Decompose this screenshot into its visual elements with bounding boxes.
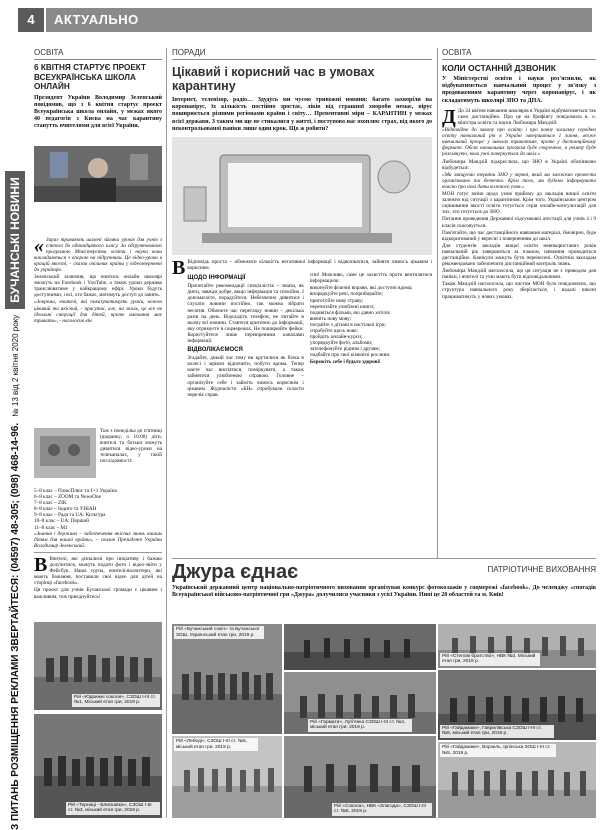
photo-caption: Рій «Гайдамаки», Ворзель, Ірпінська ЗОШ І-ІІІ ст. №5, 2019 р.	[440, 744, 556, 757]
dzhura-para-2: Ця проєкт для учнів Бучанської громади є цікавим і важливим, тож приєднуйтесь!	[34, 587, 162, 600]
center-paragraph: Прочитайте рекомендації спеціалістів – знаєш, як діяти, завжди добре, якщо інформація та спокійно. І допомагаєте, порадуйтеся. Небезпечно дивитися і слухати новини постійно, так можна зібрати негатив. Обмежте час перегляду новин – декілька разів на день. Відкладіть телефон, не читайте в ньому всі новини. Ставтеся критично до інформації, яку отримуєте в соцмережах. Не поширюйте фейки. Користуйтеся лише перевіреними каналами інформації.	[187, 283, 304, 345]
bottom-article-header	[172, 561, 596, 621]
dzhura-photo-7	[284, 736, 436, 818]
tip-item: приготуйте нову страву;	[309, 297, 364, 304]
tip-item: подивіться фільми, які давно хотіли;	[309, 309, 391, 316]
right-para-4: Питання проведення Державної підсумкової атестації для учнів 4 і 9 класів скасовується.	[442, 216, 596, 229]
schedule-item: 8–8 клас – Індиго та УНІАН	[34, 506, 97, 513]
dzhura-photo-5	[438, 670, 596, 740]
right-para-6: Для студентів закладів вищої освіти невикористаних років навчальний рік завершиться за планом, навчання проводиться дистанційно. Канікули можуть бути перенесені. Освітнім закладам рекомендовано забезпечити дистанційний контроль знань.	[442, 242, 596, 268]
dzhura-photo-4	[284, 672, 436, 734]
left-schedule	[34, 488, 162, 548]
dzhura-photo-1	[172, 624, 282, 734]
article-lead: Інтернет, телевізор, радіо… Здудусь ми чуємо тривожні новини: багато захворіли на коронавірус, їх кількість постійно зростає, ліків від страшної хвороби немає, вірус поширюється різними регіонами країни і світу… Превентивні міри – КАРАНТИН у межах всієї держави. З таким ми ще не стикалися у житті, і поступово нас охоплює страх, від якого до неконтрольованої паніки лише один крок. Що ж робити?	[172, 97, 432, 132]
article-lead: У Міністерстві освіти і науки роз'яснили, як відбуватиметься навчальний процес у зв'язку з продовженням карантину через коронавірус, і як складатимуть школярі ЗНО та ДПА.	[442, 76, 596, 104]
right-article	[442, 48, 596, 553]
article-tag: ПАТРІОТИЧНЕ ВИХОВАННЯ	[487, 565, 596, 574]
schedule-item: 9–8 клас – Рада та UA: Культура	[34, 512, 106, 519]
tip-item: пограйте з дітьми в настільні ігри;	[309, 321, 386, 328]
right-quote-2: «Ми зміщуємо терміни ЗНО у червні, який ми зможемо провести організовано та безпечно. Крім того, ми будемо інформувати вчасно про нові дати кожного учня.»	[442, 171, 596, 190]
photo-caption: Рій «Гармати», Луб'янка СЗОШ І-ІІІ ст. №4, міський етап гри, 2019 р.	[308, 719, 412, 732]
article-quote: « Зараз тривають шалені зйомки уроків для учнів з п'ятого до одинадцятого класу. За обґрунтованою програмою Міністерства освіти і науки вони викладаються з опорою на підручники. Це відео-уроки в кращій якості, - сказав очільник країни у відеозверненні до українців.	[34, 234, 162, 273]
section-title: АКТУАЛЬНО	[46, 8, 592, 32]
dzhura-photo-8	[438, 742, 596, 818]
article-lead: Президент України Володимир Зеленський повідомив, що з 6 квітня стартує проект Всеукраїнська школа онлайн, у межах якого 40 педагогів з Києва на час карантину станутть вчителями для всієї України.	[34, 94, 162, 130]
tip-item: виконуйте фізичні вправи, які доступні вдома;	[309, 285, 413, 292]
photo-caption: Рій «Бучанський сокіл» та Бучанської ЗОШ, Український етап гри, 2019 р.	[174, 626, 264, 639]
page-header	[0, 0, 600, 40]
paper-title: БУЧАНСЬКІ НОВИНИ	[5, 171, 25, 308]
right-quote-1: «Відповідно до закону про освіту і про повну загальну середню освіту навчальний рік в Україні завершиться 1 липня, отже навчальний процес у школах триватиме, проте у дистанційному форматі. Обсяг навчальних програм буде скорочено, а решту буде розглянуто, коли учні повернуться до шкіл.»	[442, 127, 596, 158]
center-paragraph: Згадайте, дикий час тому ви крутилися як білка в колесі і мріяли відпочити, побути вдома. Тепер маєте час виспатися, поміркувати, а також зайнятися улюбленою справою. Головне – організуйте себе і займіть чимось корисним і цікавим. Журналісти «БН» спробували скласти перелік справ.	[187, 355, 304, 398]
tip-item: перечитайте улюблені книги;	[309, 303, 375, 310]
students-photo	[34, 428, 96, 478]
dzhura-intro: В Вчителі, які дізналися про ініціативу і бажаю долучитися, можуть подати фото і відео-звіти у Фейсбук. Наша група, вчителі-волонтери, які мають бажання, поставили свої відео для дітей на сторінці «facebook».	[34, 556, 162, 587]
article-tag: ОСВІТА	[442, 48, 596, 60]
photo-caption: Рій «Сокола», НВК «Злагода», СЗОШ І-ІІІ ст. №5, 2019 р.	[332, 803, 432, 816]
divider	[34, 552, 162, 553]
divider	[172, 558, 596, 559]
center-closing: Бережіть себе і будьте здорові!	[309, 358, 381, 365]
tip-item: упорядкуйте фото, альбоми;	[309, 340, 373, 347]
laptop-art	[172, 137, 432, 255]
center-intro: В Відповідь проста – обмежити кількість негативної інформації і відволікатися, зайняти чимось цікавим і корисним.	[172, 257, 432, 280]
subheading: ЩОДО ІНФОРМАЦІЇ	[187, 275, 246, 282]
article-headline: Цікавий і корисний час в умовах карантину	[172, 65, 375, 93]
schedule-item: 6–8 клас – ZOOM та NewsOne	[34, 494, 101, 501]
team-photo-2	[34, 714, 162, 818]
article-tag: ОСВІТА	[34, 48, 162, 60]
tip-item: спробуйте щось нове;	[309, 328, 359, 335]
right-para-1: Д До 24 квітня навчання школярів в Україні відбуватиметься так само дистанційно. Про це на брифінгу повідомила в. о. міністра освіти та науки Любомира Мандзій:	[442, 105, 596, 128]
tip-item: пройдіть онлайн-курси;	[309, 334, 363, 341]
column-rule	[437, 48, 438, 558]
article-closing: «Знання і держава – забезпечення якісних знань нашим дітям для нашої країни», – сказав Президент України Володимир Зеленський.	[34, 530, 162, 548]
schedule-item: 5–8 клас – ПлюсПлюс та 1+1 Україна	[34, 488, 117, 494]
tip-item: зателефонуйте рідним і друзям;	[309, 346, 381, 353]
page-number: 4	[18, 8, 44, 32]
article-headline: КОЛИ ОСТАННІЙ ДЗВОНИК	[442, 63, 556, 73]
schedule-item: 7–8 клас – ZIK	[34, 500, 67, 507]
vertical-sidebar	[2, 42, 28, 830]
right-para-3: МОН готує зміни щодо умов прийому до закладів вищої освіти залежно від ситуації з карантином. Крім того, Українським центром оцінювання якості освіти готується серія онлайн-консультацій для тих, хто готується до ЗНО.	[442, 191, 596, 216]
tip-item: подбайте про свої кімнатні рослини.	[309, 352, 391, 359]
article-tag: ПОРАДИ	[172, 48, 432, 60]
article-headline: 6 КВІТНЯ СТАРТУЄ ПРОЕКТ ВСЕУКРАЇНСЬКА ШКОЛА ОНЛАЙН	[34, 63, 147, 91]
schedule-intro: Тож з понеділка до п'ятниці (щоранку, о 10:00) діти, вчителі та батьки можуть дивитися відео-уроки на телеканалах, у такій послідовності:	[100, 428, 162, 465]
photo-caption: Рій «Тернаці - Блискавка», СЗОШ І-ІІІ ст. №3, міський етап гри, 2019 р.	[66, 802, 160, 815]
zelensky-photo	[34, 146, 162, 202]
center-paragraph: спи! Можливо, саме це захистіть проти вентилятися інформацією:	[309, 272, 432, 285]
dzhura-photo-3	[438, 624, 596, 668]
left-schedule-intro	[100, 428, 162, 488]
tip-item: вивчіть нову мову;	[309, 315, 351, 322]
left-bottom-text	[34, 556, 162, 618]
left-article	[34, 48, 162, 480]
column-rule	[166, 48, 167, 818]
right-para-8: Також Мандзій наголосила, що листом МОН було повідомлено, що структура навчального року зберігається, і надалі школи працюватимуть у нових умовах.	[442, 281, 596, 300]
ad-contact-line: З ПИТАНЬ РОЗМІЩЕННЯ РЕКЛАМИ ЗВЕРТАЙТЕСЯ: (04597) 48-305; (098) 468-14-96.	[9, 422, 21, 830]
article-headline: Джура єднає	[172, 561, 299, 583]
right-para-7: Любомира Мандзій наголосила, що ця ситуація не є приводом для паніки, і вчителі та учні мають бути відповідальними.	[442, 268, 596, 281]
issue-line: № 13 від 2 квітня 2020 року	[10, 314, 20, 417]
laptop-illustration	[172, 137, 432, 255]
photo-caption: Рій «Гайдамаки», Гаврилівська СЗОШ І-ІІІ ст. №8, міський етап гри, 2019 р.	[440, 725, 554, 738]
schedule-item: 11–8 клас – М1	[34, 524, 68, 531]
right-para-2: Любомира Мандзій підкреслила, що ЗНО в Україні обов'язково відбудеться:	[442, 158, 596, 171]
article-quote-2: «Зокрема, вчителі, які показуватимуть уроки, кожен цікавий та якісний, - присутні, але, на жаль, це все не ідеальні ситуації для дітей, проте навчання має тривати», - наголосив він.	[34, 299, 162, 324]
photo-caption: Рій «Лебеді», СЗОШ І-ІІІ ст. №5, міський етап гри, 2019 р.	[174, 738, 258, 751]
article-lead: Український державний центр національно-патріотичного виховання організував конкурс фотоколажів у соцмережі «facebook». До челенджу «спогадів Всеукраїнської військово-патріотичної гри «Джура» долучилися учасники з усієї України. Нині це 20 областей та м. Київ!	[172, 585, 596, 599]
center-col-2	[310, 272, 432, 399]
dzhura-photo-2	[284, 624, 436, 670]
article-paragraph: Зеленський зазначив, що вчитися онлайн школярі зможуть на Facebook і YouTube, а також уроки держава транслюватиме у найкращому ефірі. Уроки будуть доступними, і всі, хто бажає, матимуть доступ до занять.	[34, 274, 162, 299]
subheading: ВІДВОЛІКАЄМОСЯ	[187, 347, 243, 354]
center-col-1	[187, 272, 304, 399]
team-photo-1	[34, 622, 162, 710]
right-para-5: Пам'ятайте, що час дистанційного навчання матеріал, ймовірно, буде відкоригований у вересні з поверненням до шкіл.	[442, 229, 596, 242]
zelensky-photo-art	[34, 146, 162, 202]
tip-item: впорядкуйте речі, поприбирайте;	[309, 291, 384, 298]
center-article	[172, 48, 432, 553]
photo-caption: Рій «Юдвижні соколи», СЗОШ І-ІІІ ст. №1, Міський етап гри, 2019 р.	[72, 694, 160, 707]
schedule-item: 10–8 клас – UA: Перший	[34, 518, 89, 525]
photo-caption: Рій «Степові братство», НВК №2, Міський етап гри, 2019 р.	[440, 653, 540, 666]
dzhura-photo-6	[172, 736, 282, 818]
